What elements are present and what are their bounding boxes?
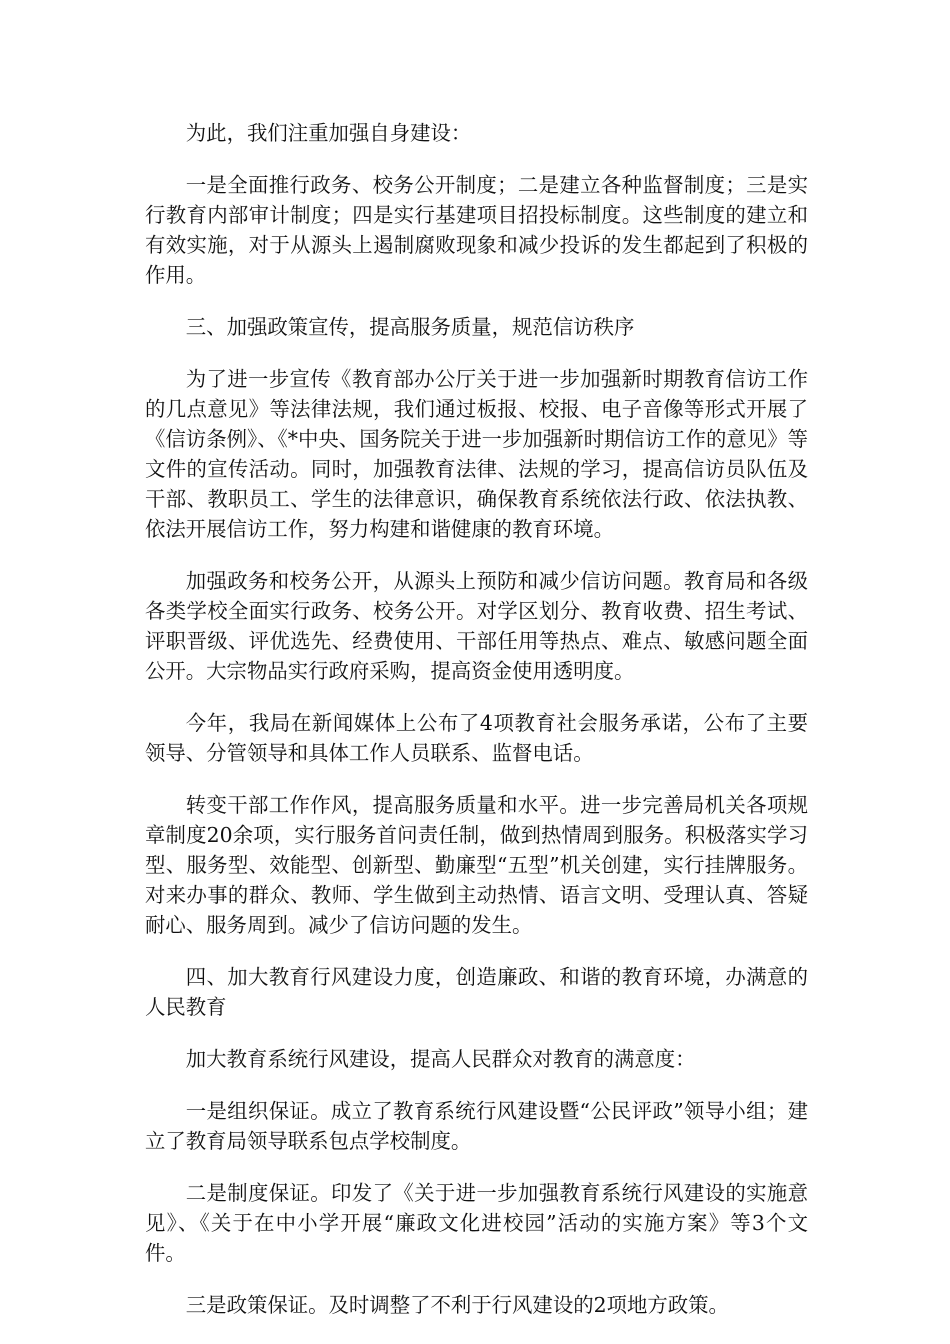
paragraph-work-style: 转变干部工作作风，提高服务质量和水平。进一步完善局机关各项规章制度20余项，实行服务首问责任制，做到热情周到服务。积极落实学习型、服务型、效能型、创新型、勤廉型“五型”机关创建，实行挂牌服务。对来办事的群众、教师、学生做到主动热情、语言文明、受理认真、答疑耐心、服务周到。减少了信访问题的发生。	[145, 793, 808, 937]
paragraph-disclosure: 加强政务和校务公开，从源头上预防和减少信访问题。教育局和各级各类学校全面实行政务、校务公开。对学区划分、教育收费、招生考试、评职晋级、评优选先、经费使用、干部任用等热点、难点、敏感问题全面公开。大宗物品实行政府采购，提高资金使用透明度。	[145, 569, 808, 683]
section-heading-three: 三、加强政策宣传，提高服务质量，规范信访秩序	[185, 315, 635, 339]
paragraph-systems: 一是全面推行政务、校务公开制度；二是建立各种监督制度；三是实行教育内部审计制度；四是实行基建项目招投标制度。这些制度的建立和有效实施，对于从源头上遏制腐败现象和减少投诉的发生都起到了积极的作用。	[145, 173, 808, 287]
paragraph-intro: 为此，我们注重加强自身建设：	[185, 121, 472, 145]
paragraph-publicity: 为了进一步宣传《教育部办公厅关于进一步加强新时期教育信访工作的几点意见》等法律法规，我们通过板报、校报、电子音像等形式开展了《信访条例》、《*中央、国务院关于进一步加强新时期信访工作的意见》等文件的宣传活动。同时，加强教育法律、法规的学习，提高信访员队伍及干部、教职员工、学生的法律意识，确保教育系统依法行政、依法执教、依法开展信访工作，努力构建和谐健康的教育环境。	[145, 367, 808, 541]
paragraph-policy: 三是政策保证。及时调整了不利于行风建设的2项地方政策。	[185, 1293, 729, 1317]
paragraph-satisfaction: 加大教育系统行风建设，提高人民群众对教育的满意度：	[185, 1047, 696, 1071]
paragraph-organization: 一是组织保证。成立了教育系统行风建设暨“公民评政”领导小组；建立了教育局领导联系包点学校制度。	[145, 1099, 808, 1153]
document-body	[145, 118, 808, 1342]
section-heading-four: 四、加大教育行风建设力度，创造廉政、和谐的教育环境，办满意的人民教育	[145, 965, 808, 1019]
paragraph-commitments: 今年，我局在新闻媒体上公布了4项教育社会服务承诺，公布了主要领导、分管领导和具体工作人员联系、监督电话。	[145, 711, 808, 765]
paragraph-regulation: 二是制度保证。印发了《关于进一步加强教育系统行风建设的实施意见》、《关于在中小学开展“廉政文化进校园”活动的实施方案》等3个文件。	[145, 1181, 808, 1265]
